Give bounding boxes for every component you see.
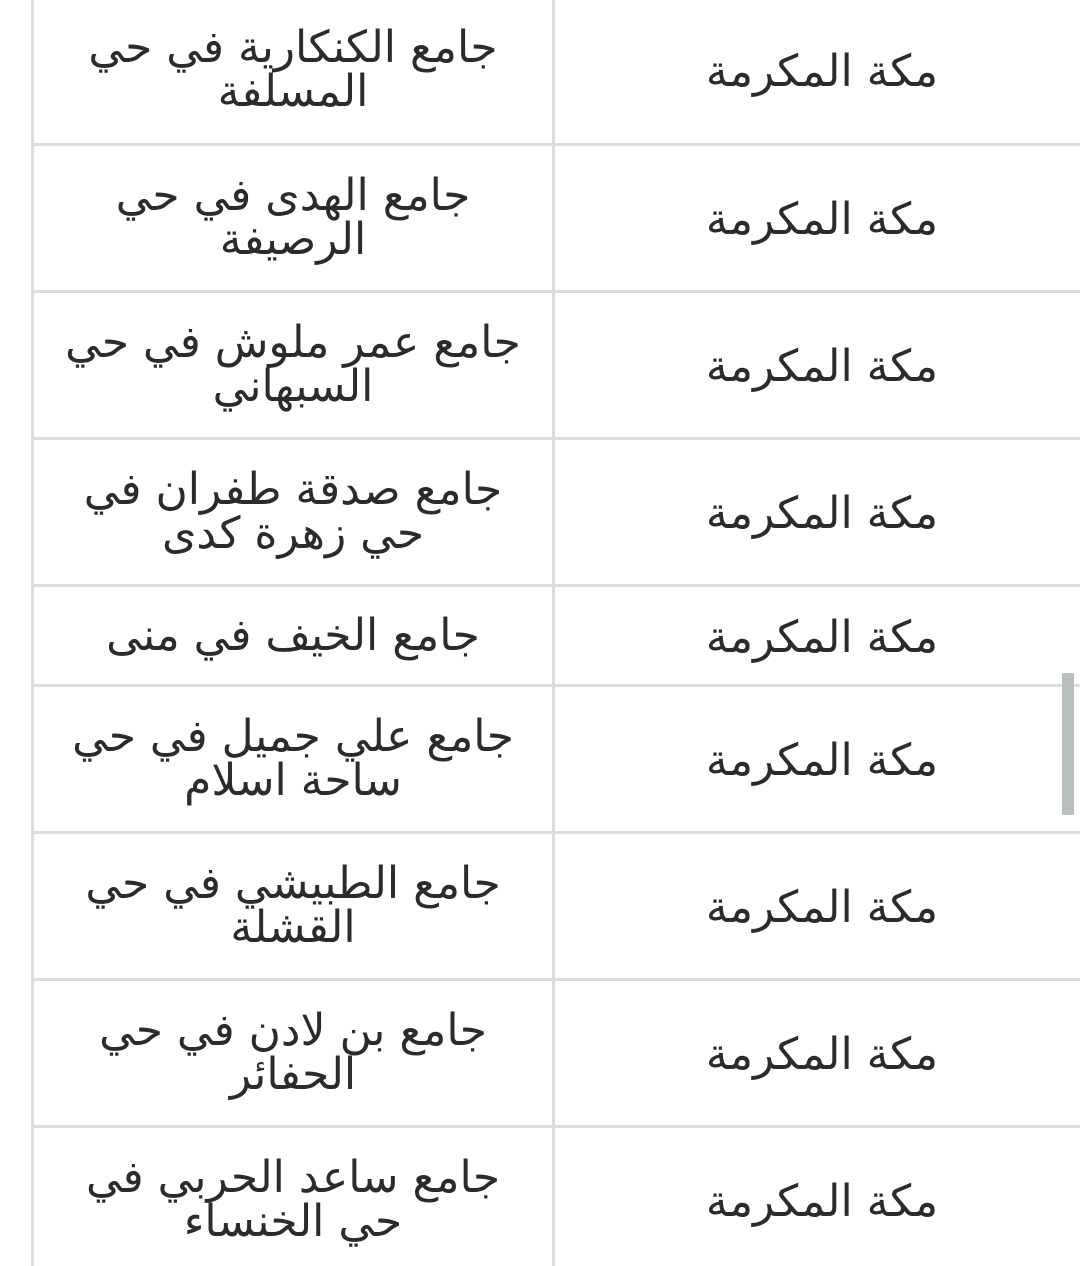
mosque-cell: جامع الخيف في منى bbox=[33, 586, 554, 686]
mosque-cell: جامع الكنكارية في حي المسلفة bbox=[33, 0, 554, 145]
mosque-cell: جامع علي جميل في حي ساحة اسلام bbox=[33, 686, 554, 833]
city-cell: مكة المكرمة bbox=[554, 145, 1080, 292]
city-cell: مكة المكرمة bbox=[554, 833, 1080, 980]
table-row bbox=[33, 292, 1080, 439]
table-row bbox=[33, 586, 1080, 686]
city-cell: مكة المكرمة bbox=[554, 586, 1080, 686]
table-row bbox=[33, 686, 1080, 833]
scrollbar-thumb[interactable] bbox=[1062, 673, 1074, 815]
table-row bbox=[33, 980, 1080, 1127]
mosque-cell: جامع ساعد الحربي في حي الخنساء bbox=[33, 1127, 554, 1266]
city-cell: مكة المكرمة bbox=[554, 439, 1080, 586]
city-cell: مكة المكرمة bbox=[554, 292, 1080, 439]
city-cell: مكة المكرمة bbox=[554, 686, 1080, 833]
table-row bbox=[33, 439, 1080, 586]
mosque-cell: جامع عمر ملوش في حي السبهاني bbox=[33, 292, 554, 439]
table-row bbox=[33, 833, 1080, 980]
city-cell: مكة المكرمة bbox=[554, 0, 1080, 145]
city-cell: مكة المكرمة bbox=[554, 980, 1080, 1127]
table-row bbox=[33, 0, 1080, 145]
table-row bbox=[33, 145, 1080, 292]
mosque-cell: جامع الطبيشي في حي القشلة bbox=[33, 833, 554, 980]
mosque-cell: جامع بن لادن في حي الحفائر bbox=[33, 980, 554, 1127]
mosques-table bbox=[31, 0, 1080, 1266]
table-row bbox=[33, 1127, 1080, 1266]
mosque-cell: جامع صدقة طفران في حي زهرة كدى bbox=[33, 439, 554, 586]
city-cell: مكة المكرمة bbox=[554, 1127, 1080, 1266]
mosque-cell: جامع الهدى في حي الرصيفة bbox=[33, 145, 554, 292]
